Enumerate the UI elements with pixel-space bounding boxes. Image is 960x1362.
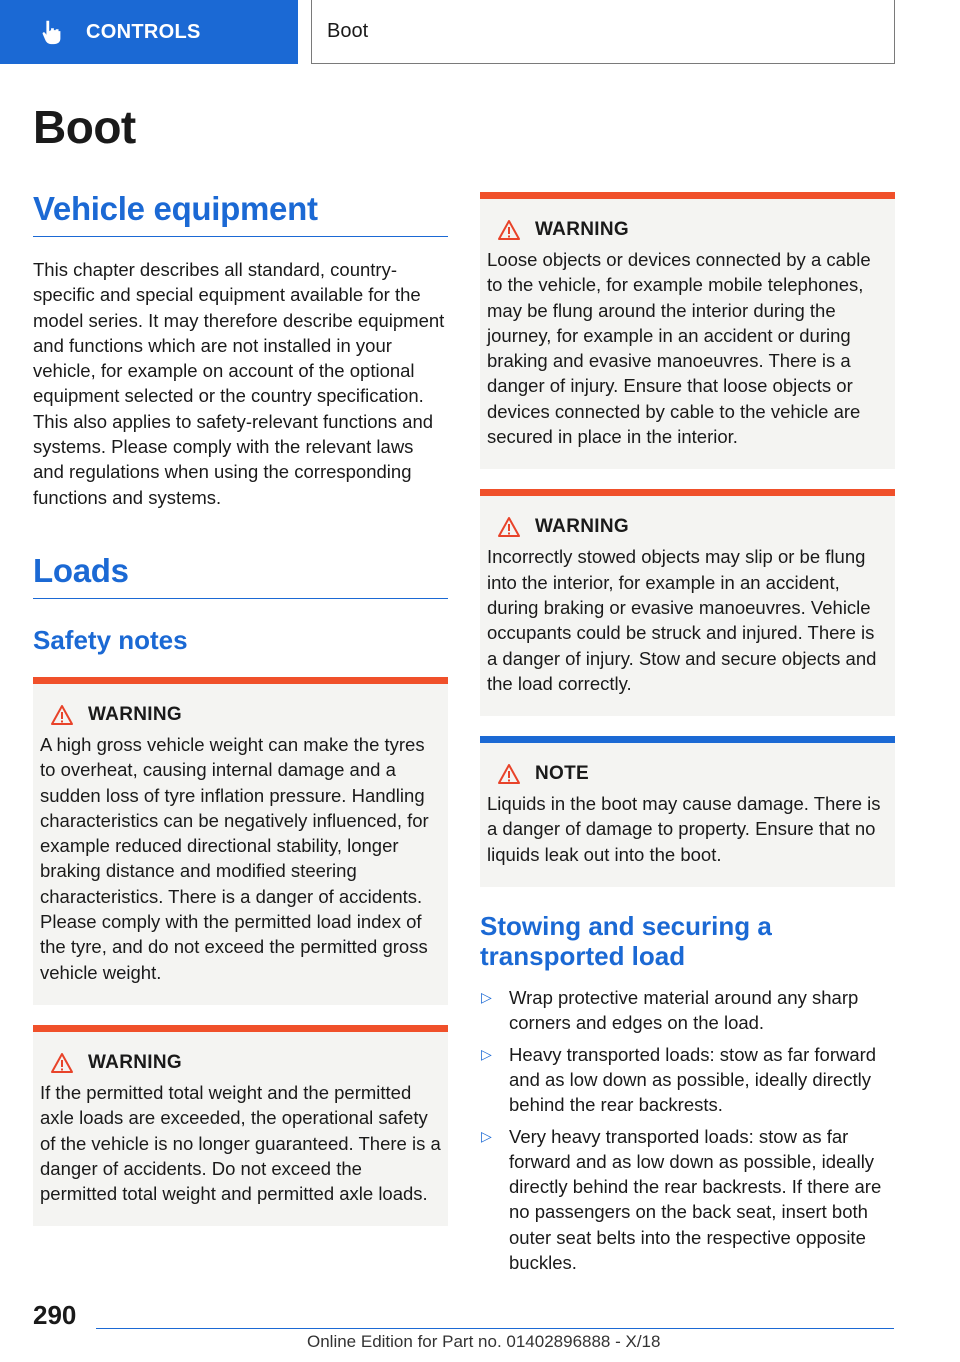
right-column [480, 192, 895, 1281]
warning-box-1 [33, 677, 448, 1005]
list-item: ▷ Heavy transported loads: stow as far forward and as low down as possible, ideally directly behind the rear backrests. [481, 1043, 877, 1116]
chapter-tab [311, 0, 895, 64]
warning-text: Loose objects or devices connected by a cable to the vehicle, for example mobile telephones, may be flung around the interior during the journey, for example in an accident or during braking and evasive manoeuvres. There is a danger of injury. Ensure that loose objects or devices connected by cable to the vehicle are secured in place in the interior. [487, 249, 871, 448]
warning-text: A high gross vehicle weight can make the tyres to overheat, causing internal damage and a sudden loss of tyre inflation pressure. Handling characteristics can be negatively influenced, for example reduced directional stability, longer braking distance and modified steering characteristics. There is a danger of accidents. Please comply with the permitted load index of the tyre, and do not exceed the permitted gross vehicle weight. [40, 733, 429, 983]
section-tab [0, 0, 298, 64]
note-text: Liquids in the boot may cause damage. There is a danger of damage to property. Ensure that no liquids leak out into the boot. [487, 793, 881, 865]
heading-vehicle-equipment: Vehicle equipment [33, 190, 448, 237]
heading-loads: Loads [33, 552, 448, 599]
stowing-list [480, 985, 895, 1275]
chapter-label: Boot [327, 20, 369, 42]
page-number: 290 [33, 1300, 77, 1330]
triangle-bullet-icon: ▷ [481, 1127, 492, 1144]
warning-box-2 [33, 1025, 448, 1226]
heading-stowing: Stowing and securing a transported load [480, 911, 772, 972]
warning-label: WARNING [535, 219, 629, 240]
warning-label: WARNING [88, 1051, 182, 1073]
warning-triangle-icon [50, 1052, 74, 1074]
triangle-bullet-icon: ▷ [481, 989, 492, 1006]
left-column [33, 190, 448, 1226]
warning-triangle-icon [50, 704, 74, 726]
warning-box-3 [480, 192, 895, 469]
footer-rule [96, 1328, 894, 1329]
hand-pointer-icon [38, 17, 68, 47]
warning-triangle-icon [497, 516, 521, 538]
triangle-bullet-icon: ▷ [481, 1045, 492, 1062]
heading-safety-notes: Safety notes [33, 624, 188, 655]
warning-label: WARNING [535, 516, 629, 538]
note-box [480, 736, 895, 887]
note-label: NOTE [535, 763, 589, 785]
warning-box-4 [480, 489, 895, 716]
list-item: ▷ Wrap protective material around any sharp corners and edges on the load. [481, 987, 859, 1034]
list-item: ▷ Very heavy transported loads: stow as far forward and as low down as possible, ideally directly behind the rear backrests. If there are no passengers on the back seat, insert both outer seat belts into the respective opposite buckles. [481, 1125, 882, 1274]
warning-text: If the permitted total weight and the permitted axle loads are exceeded, the operational safety of the vehicle is no longer guaranteed. There is a danger of accidents. Do not exceed the permitted total weight and permitted axle loads. [40, 1081, 441, 1205]
vehicle-equipment-text: This chapter describes all standard, country-specific and special equipment available for the model series. It may therefore describe equipment and functions which are not installed in your vehicle, for example on account of the optional equipment selected or the country specification. This also applies to safety-relevant functions and systems. Please comply with the relevant laws and regulations when using the corresponding functions and systems. [33, 259, 445, 508]
footer-edition: Online Edition for Part no. 01402896888 - X/18 [307, 1332, 661, 1351]
warning-triangle-icon [497, 763, 521, 785]
warning-triangle-icon [497, 219, 521, 241]
page-title: Boot [33, 101, 136, 153]
section-label: CONTROLS [86, 20, 201, 43]
warning-text: Incorrectly stowed objects may slip or be flung into the interior, for example in an accident, during braking or evasive manoeuvres. Vehicle occupants could be struck and injured. There is a danger of injury. Stow and secure objects and the load correctly. [487, 546, 877, 694]
warning-label: WARNING [88, 703, 182, 725]
